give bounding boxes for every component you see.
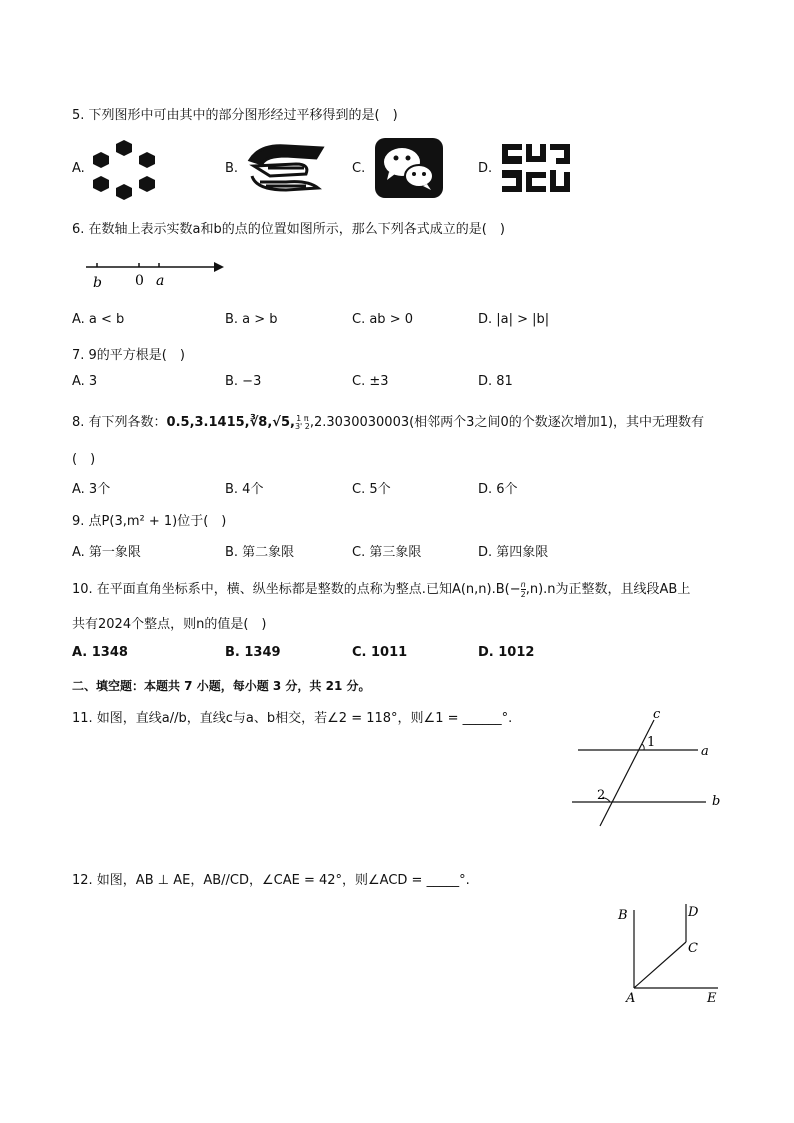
q8-stem-line2: ( ) [72,452,96,467]
axis-label-zero: 0 [135,273,144,289]
q8-option-c: C. 5个 [352,482,391,497]
hexagon-ring-icon [90,138,158,202]
label-2: 2 [597,788,606,803]
q8-stem-prefix: 8. 有下列各数： [72,415,167,430]
label-D: D [688,905,699,920]
q10-option-b: B. 1349 [225,645,281,660]
q5-option-a: A. [72,161,85,176]
axis-label-a: a [156,273,165,289]
q8-option-d: D. 6个 [478,482,518,497]
q5-stem: 5. 下列图形中可由其中的部分图形经过平移得到的是( ) [72,108,398,123]
q9-option-c: C. 第三象限 [352,545,422,560]
axis-label-b: b [93,275,102,291]
q11-stem: 11. 如图，直线a//b，直线c与a、b相交，若∠2 = 118°，则∠1 = ______°. [72,711,513,726]
maze-pattern-icon [500,142,572,194]
q5-option-c: C. [352,161,366,176]
q8-stem-rest: ,2.3030030003(相邻两个3之间0的个数逐次增加1)，其中无理数有 [309,415,705,430]
q8-option-a: A. 3个 [72,482,111,497]
q9-option-b: B. 第二象限 [225,545,295,560]
q7-option-c: C. ±3 [352,374,389,389]
q6-option-c: C. ab > 0 [352,312,413,327]
q9-stem: 9. 点P(3,m² + 1)位于( ) [72,514,227,529]
q10-stem-part2: ,n).n为正整数，且线段AB上 [525,582,691,597]
q7-option-d: D. 81 [478,374,513,389]
q10-option-c: C. 1011 [352,645,408,660]
perpendicular-angle-diagram [614,900,724,1006]
q10-stem-line2: 共有2024个整点，则n的值是( ) [72,617,267,632]
section-heading-fill-in: 二、填空题：本题共 7 小题，每小题 3 分，共 21 分。 [72,679,371,693]
number-line-diagram [84,256,229,292]
q5-option-d: D. [478,161,493,176]
label-A: A [626,991,636,1006]
q10-fraction-denominator: 2 [520,590,526,599]
q9-option-d: D. 第四象限 [478,545,549,560]
q10-option-d: D. 1012 [478,645,535,660]
label-b: b [712,794,721,809]
wechat-logo-icon [375,138,443,198]
q6-stem: 6. 在数轴上表示实数a和b的点的位置如图所示，那么下列各式成立的是( ) [72,222,505,237]
label-c: c [653,707,661,722]
q8-fraction [295,415,310,431]
q6-option-b: B. a > b [225,312,278,327]
label-E: E [707,991,717,1006]
q8-stem-numbers: 0.5,3.1415,∛8,√5, [166,415,295,430]
label-a: a [701,744,709,759]
q8-fraction-numerator: 1 π [296,413,309,423]
q9-option-a: A. 第一象限 [72,545,141,560]
q10-stem [72,578,690,599]
swirl-blocks-icon [246,140,326,196]
q8-stem [72,411,704,431]
parallel-lines-diagram [566,704,726,830]
q7-option-b: B. −3 [225,374,262,389]
q8-option-b: B. 4个 [225,482,264,497]
q10-stem-part1: 10. 在平面直角坐标系中，横、纵坐标都是整数的点称为整点.已知A(n,n).B(− [72,582,521,597]
q10-option-a: A. 1348 [72,645,128,660]
q6-option-a: A. a < b [72,312,125,327]
label-C: C [688,941,698,956]
q7-stem: 7. 9的平方根是( ) [72,348,185,363]
q6-option-d: D. |a| > |b| [478,312,550,327]
q12-stem: 12. 如图，AB ⊥ AE，AB//CD，∠CAE = 42°，则∠ACD = _____°. [72,873,470,888]
q10-fraction-numerator: n [520,580,526,589]
label-1: 1 [647,735,656,750]
q7-option-a: A. 3 [72,374,98,389]
q8-fraction-denominator: 3' 2 [294,421,310,431]
label-B: B [618,908,628,923]
q5-option-b: B. [225,161,239,176]
